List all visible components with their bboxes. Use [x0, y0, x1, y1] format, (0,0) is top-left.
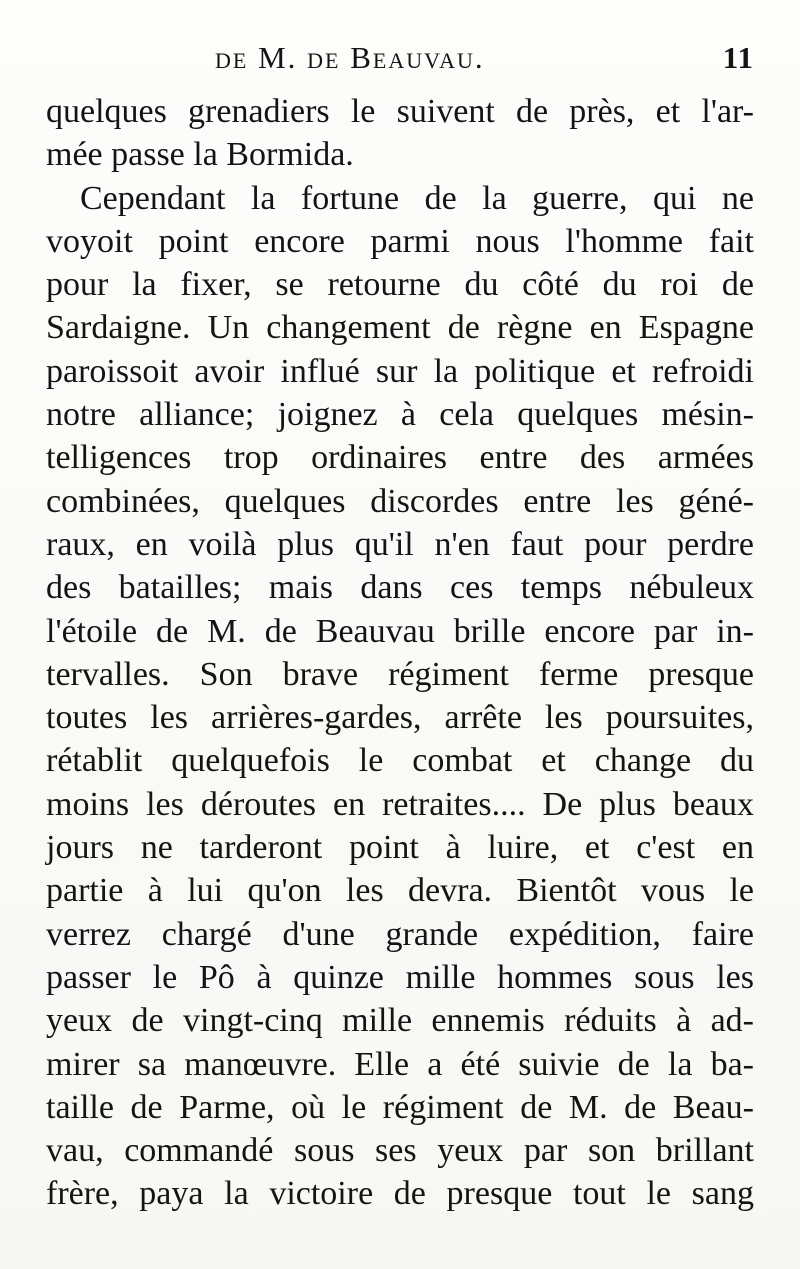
text-line: frère, paya la victoire de presque tout le sang [46, 1175, 754, 1213]
text-line: toutes les arrières-gardes, arrête les poursuites, [46, 699, 754, 737]
text-line: Cependant la fortune de la guerre, qui ne [80, 179, 754, 217]
text-line: Sardaigne. Un changement de règne en Espagne [46, 309, 754, 347]
text-line: l'étoile de M. de Beauvau brille encore par in- [46, 612, 754, 650]
text-line: mirer sa manœuvre. Elle a été suivie de la ba- [46, 1045, 754, 1083]
text-line: moins les déroutes en retraites.... De plus beaux [46, 785, 754, 823]
running-title: de M. de Beauvau. [215, 40, 485, 75]
text-line: des batailles; mais dans ces temps nébuleux [46, 569, 754, 607]
text-line: telligences trop ordinaires entre des armées [46, 439, 754, 477]
text-line: paroissoit avoir influé sur la politique et refroidi [46, 352, 754, 390]
text-line: combinées, quelques discordes entre les géné- [46, 482, 754, 520]
text-line: yeux de vingt-cinq mille ennemis réduits à ad- [46, 1002, 754, 1040]
running-header [0, 40, 800, 84]
text-line: jours ne tarderont point à luire, et c'est en [46, 829, 754, 867]
text-line: partie à lui qu'on les devra. Bientôt vous le [46, 872, 754, 910]
text-line: vau, commandé sous ses yeux par son brillant [46, 1132, 754, 1170]
text-line: quelques grenadiers le suivent de près, et l'ar- [46, 93, 754, 130]
text-line: raux, en voilà plus qu'il n'en faut pour perdre [46, 525, 754, 563]
text-line: passer le Pô à quinze mille hommes sous les [46, 958, 754, 996]
text-line: taille de Parme, où le régiment de M. de Beau- [46, 1088, 754, 1126]
text-line: verrez chargé d'une grande expédition, faire [46, 915, 754, 953]
text-line: voyoit point encore parmi nous l'homme fait [46, 222, 754, 260]
text-line: tervalles. Son brave régiment ferme presque [46, 655, 754, 693]
text-line: pour la fixer, se retourne du côté du roi de [46, 266, 754, 304]
page-number: 11 [722, 40, 754, 75]
text-line: rétablit quelquefois le combat et change du [46, 742, 754, 780]
text-line: notre alliance; joignez à cela quelques mésin- [46, 396, 754, 434]
body-text [46, 90, 754, 1216]
text-line: mée passe la Bormida. [46, 136, 354, 174]
